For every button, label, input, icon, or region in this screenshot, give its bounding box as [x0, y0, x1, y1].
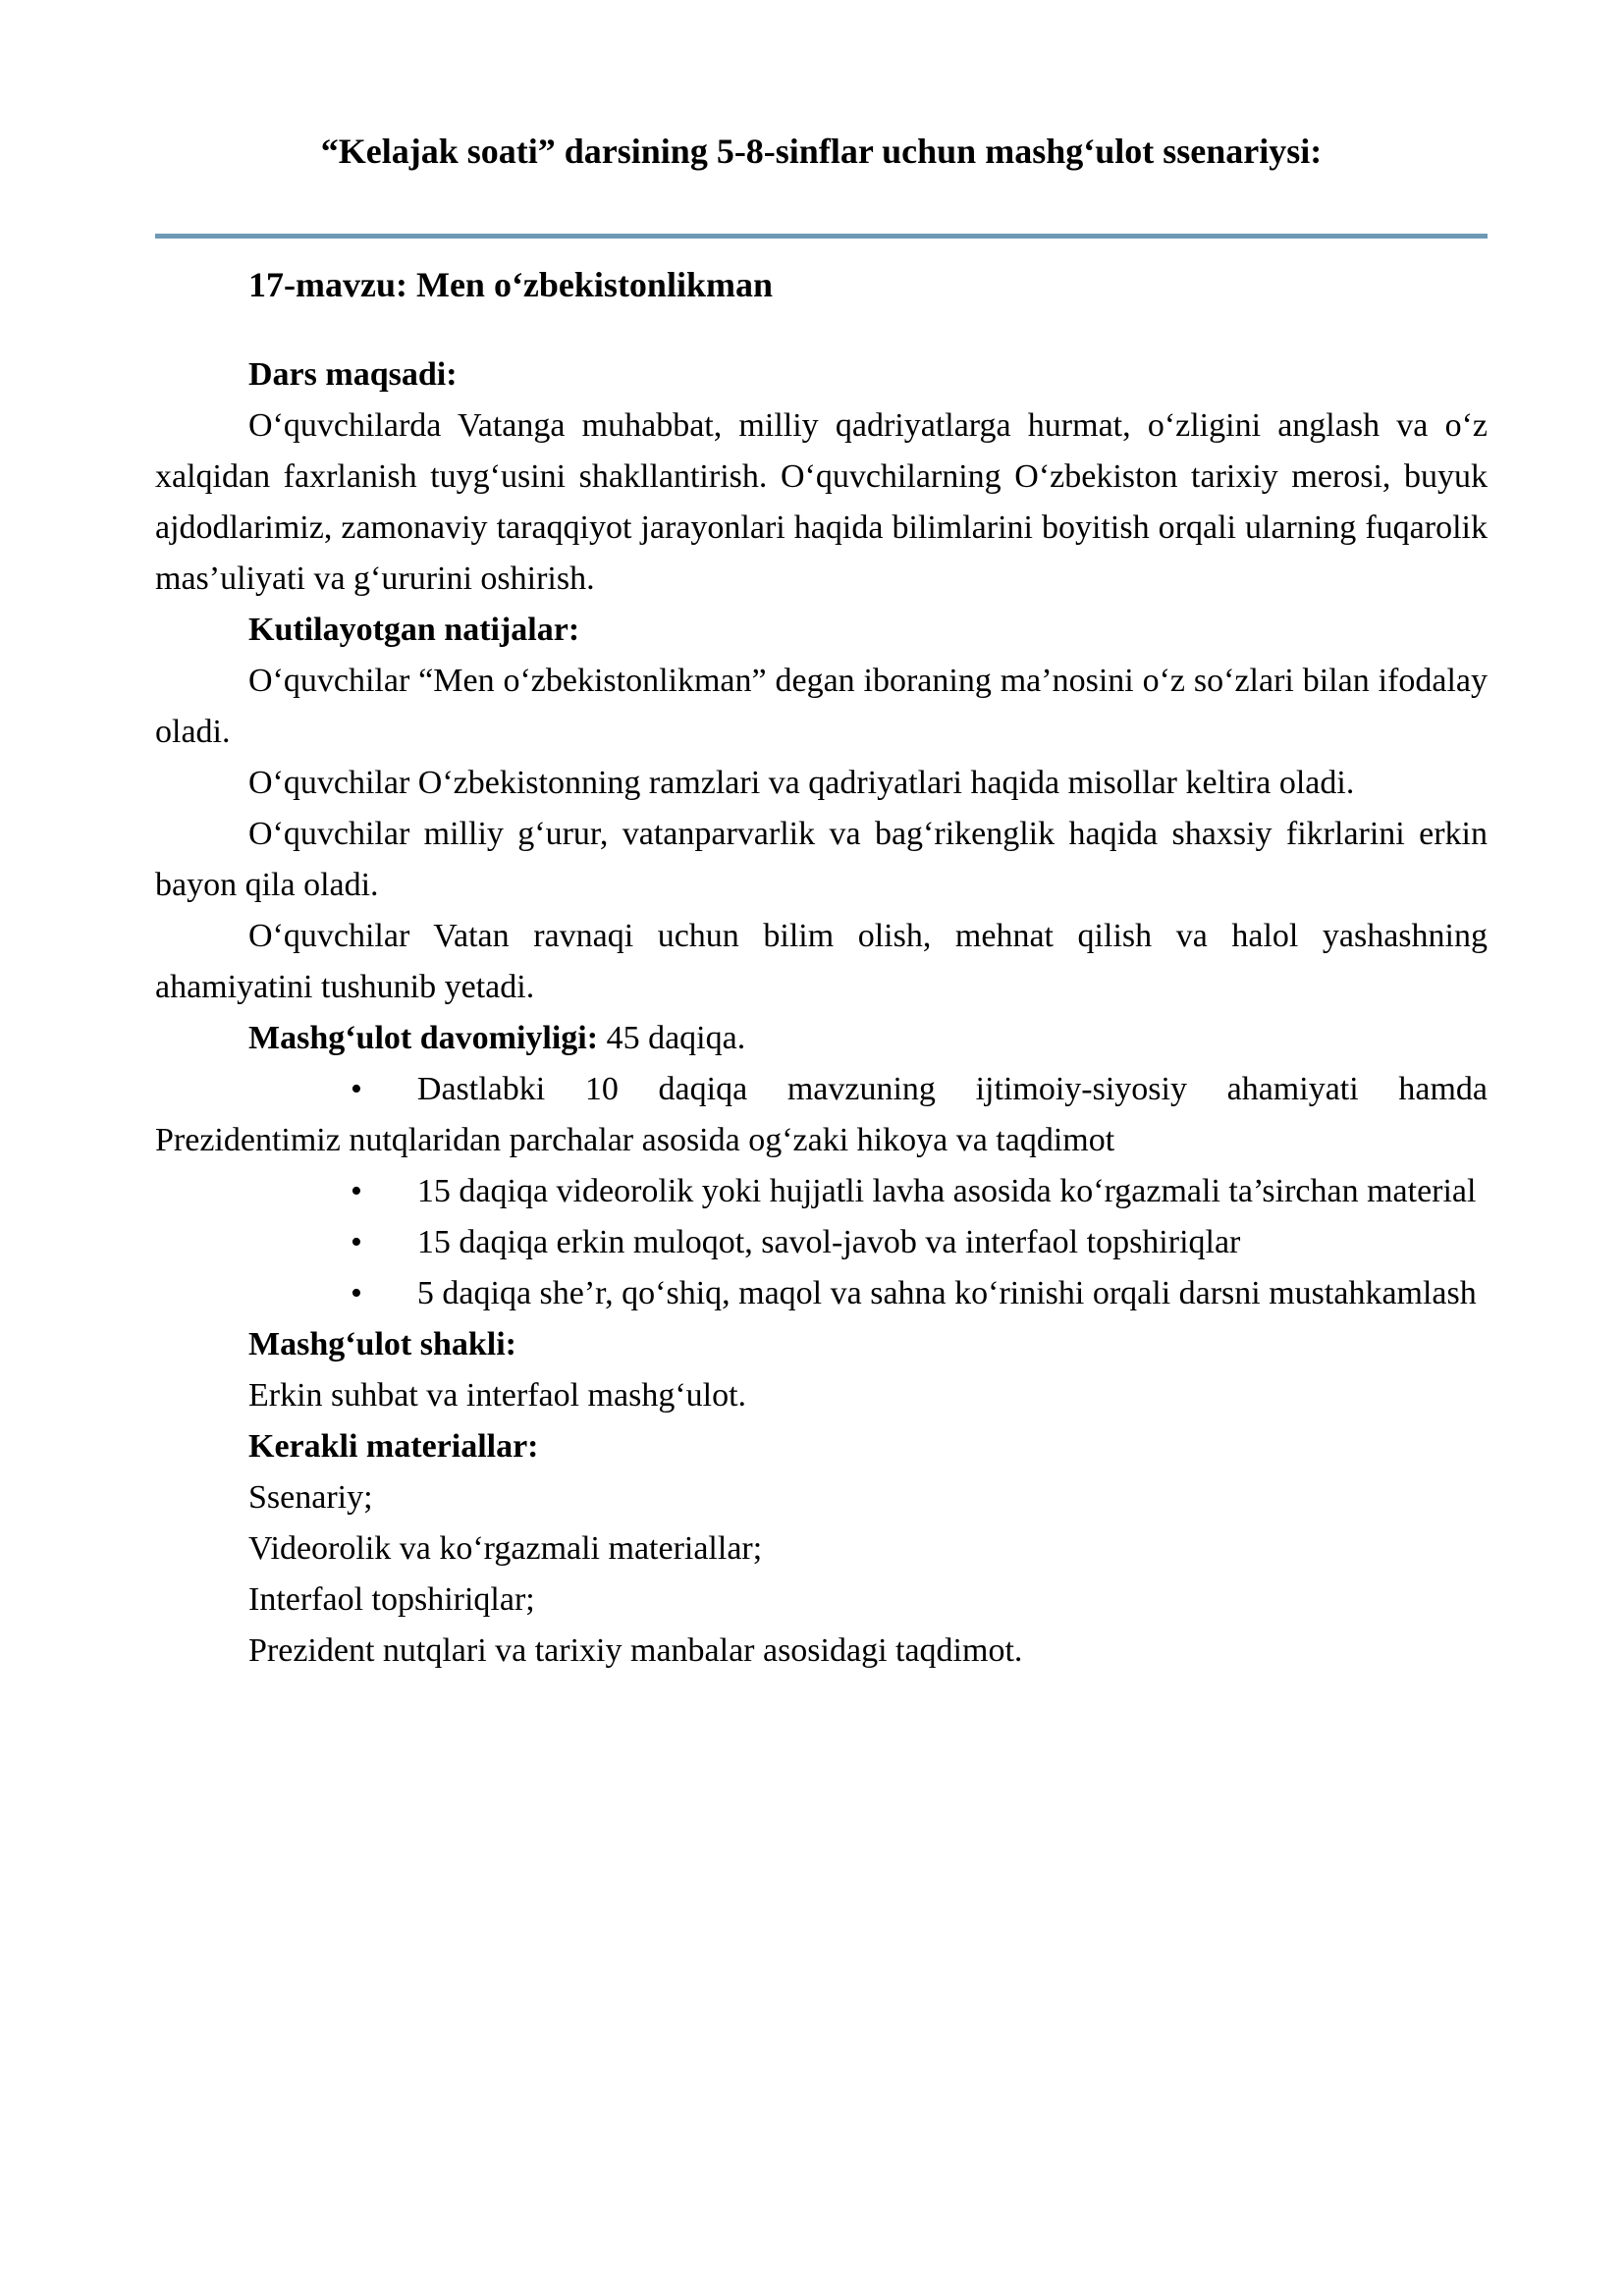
agenda-item: [155, 1217, 1488, 1268]
bullet-icon: •: [351, 1224, 362, 1260]
topic-heading: 17-mavzu: Men o‘zbekistonlikman: [248, 265, 773, 304]
material-line: Ssenariy;: [248, 1479, 373, 1516]
duration-label: Mashg‘ulot davomiyligi:: [248, 1020, 607, 1056]
outcome-paragraph: O‘quvchilar milliy g‘urur, vatanparvarlik va bag‘rikenglik haqida shaxsiy fikrlarini erkin bayon qila oladi.: [155, 816, 1488, 903]
title-divider: [155, 234, 1488, 239]
duration-value: 45 daqiqa.: [606, 1020, 746, 1056]
materials-heading: Kerakli materiallar:: [248, 1428, 539, 1465]
material-line: Prezident nutqlari va tarixiy manbalar asosidagi taqdimot.: [248, 1632, 1023, 1669]
agenda-item-text: 15 daqiqa erkin muloqot, savol-javob va interfaol topshiriqlar: [416, 1224, 1241, 1260]
bullet-icon: •: [351, 1275, 362, 1311]
goal-heading: Dars maqsadi:: [248, 356, 458, 393]
outcome-paragraph: O‘quvchilar O‘zbekistonning ramzlari va qadriyatlari haqida misollar keltira oladi.: [248, 765, 1355, 801]
agenda-item: [155, 1064, 1488, 1166]
bullet-icon: •: [351, 1173, 362, 1209]
outcomes-heading: Kutilayotgan natijalar:: [248, 612, 580, 648]
agenda-item-text: 5 daqiqa she’r, qo‘shiq, maqol va sahna ko‘rinishi orqali darsni mustahkamlash: [416, 1275, 1477, 1311]
format-heading: Mashg‘ulot shakli:: [248, 1326, 516, 1362]
agenda-item: [155, 1268, 1488, 1319]
goal-paragraph: O‘quvchilarda Vatanga muhabbat, milliy qadriyatlarga hurmat, o‘zligini anglash va o‘z xalqidan faxrlanish tuyg‘usini shakllantirish. O‘quvchilarning O‘zbekiston tarixiy merosi, buyuk ajdodlarimiz, zamonaviy taraqqiyot jarayonlari haqida bilimlarini boyitish orqali ularning fuqarolik mas’uliyati va g‘ururini oshirish.: [155, 407, 1488, 597]
outcome-paragraph: O‘quvchilar “Men o‘zbekistonlikman” degan iboraning ma’nosini o‘z so‘zlari bilan ifodalay oladi.: [155, 663, 1488, 750]
material-line: Videorolik va ko‘rgazmali materiallar;: [248, 1530, 763, 1567]
format-line: Erkin suhbat va interfaol mashg‘ulot.: [248, 1377, 747, 1414]
bullet-icon: •: [351, 1071, 362, 1107]
outcome-paragraph: O‘quvchilar Vatan ravnaqi uchun bilim olish, mehnat qilish va halol yashashning ahamiyatini tushunib yetadi.: [155, 918, 1488, 1005]
agenda-item-text: Dastlabki 10 daqiqa mavzuning ijtimoiy-siyosiy ahamiyati hamda Prezidentimiz nutqlaridan parchalar asosida og‘zaki hikoya va taqdimot: [155, 1071, 1488, 1158]
material-line: Interfaol topshiriqlar;: [248, 1581, 535, 1618]
agenda-item-text: 15 daqiqa videorolik yoki hujjatli lavha asosida ko‘rgazmali ta’sirchan material: [416, 1173, 1477, 1209]
document-title: “Kelajak soati” darsining 5-8-sinflar uchun mashg‘ulot ssenariysi:: [320, 132, 1323, 171]
duration-line: [155, 1013, 1488, 1064]
agenda-item: [155, 1166, 1488, 1217]
